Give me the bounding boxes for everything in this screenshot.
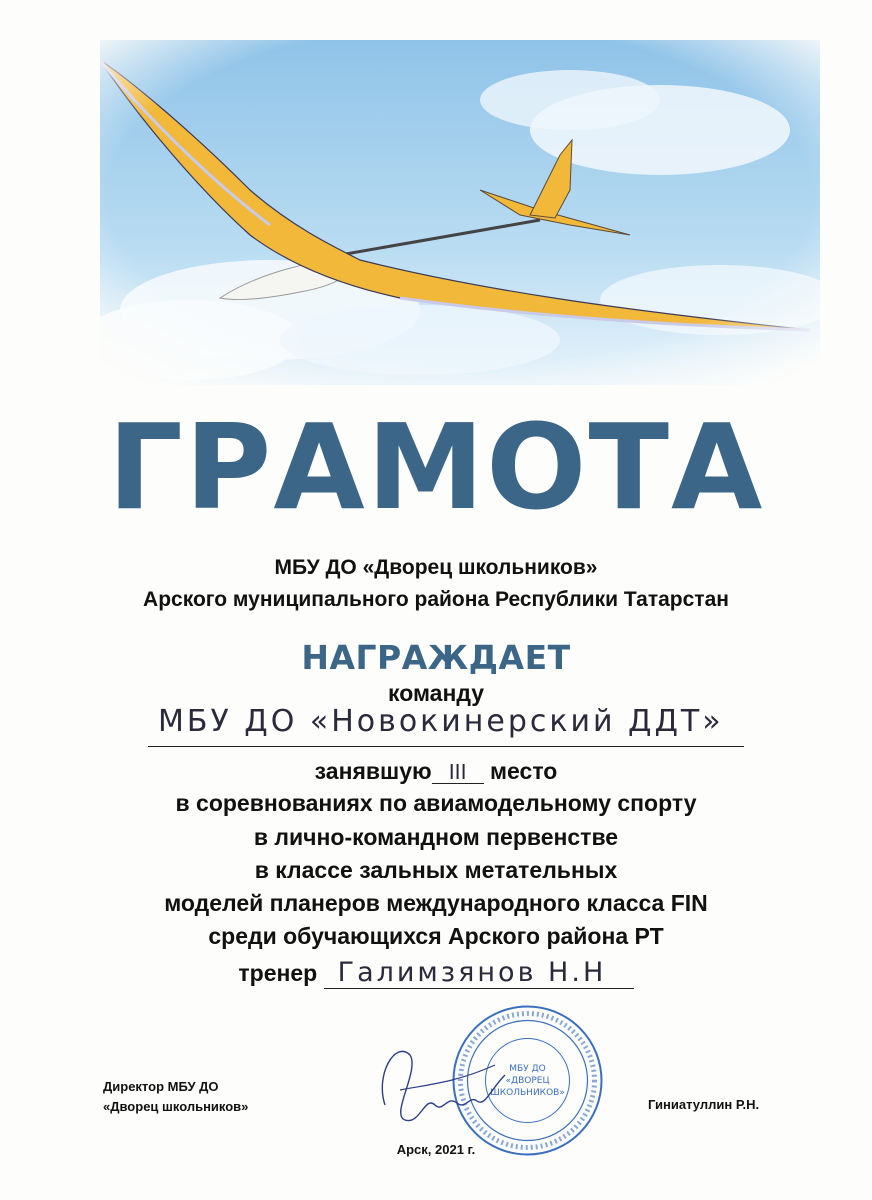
team-name-handwritten: МБУ ДО «Новокинерский ДДТ» [158, 704, 724, 739]
place-and-date: Арск, 2021 г. [396, 1142, 476, 1157]
director-organization: «Дворец школьников» [103, 1099, 249, 1114]
statement-line: среди обучающихся Арского района РТ [208, 923, 664, 949]
svg-text:«ДВОРЕЦ: «ДВОРЕЦ [505, 1076, 550, 1086]
certificate-title: ГРАМОТА [107, 398, 765, 536]
team-label: команду [387, 680, 485, 706]
director-signature [365, 1035, 515, 1135]
coach-line [0, 958, 872, 989]
awards-heading: НАГРАЖДАЕТ [301, 638, 571, 677]
stamp-text: МБУ ДО [509, 1064, 546, 1074]
place-prefix: занявшую [314, 758, 432, 784]
director-name: Гиниатуллин Р.Н. [648, 1097, 760, 1112]
statement-line: в соревнованиях по авиамодельному спорту [175, 790, 697, 816]
statement-line: в классе зальных метательных [254, 857, 618, 883]
team-name-field [148, 702, 744, 747]
glider-sky-image [100, 40, 820, 385]
place-line [0, 758, 872, 785]
coach-label: тренер [238, 960, 318, 986]
statement-line: моделей планеров международного класса FIN [164, 890, 708, 916]
director-title: Директор МБУ ДО [103, 1079, 219, 1094]
statement-line: в лично-командном первенстве [253, 824, 619, 850]
coach-name-handwritten: Галимзянов Н.Н [324, 958, 634, 989]
place-value: III [432, 761, 484, 784]
svg-text:ШКОЛЬНИКОВ»: ШКОЛЬНИКОВ» [490, 1088, 565, 1098]
organization-region: Арского муниципального района Республики Татарстан [143, 588, 729, 611]
place-suffix: место [490, 758, 558, 784]
organization-name: МБУ ДО «Дворец школьников» [274, 556, 598, 579]
